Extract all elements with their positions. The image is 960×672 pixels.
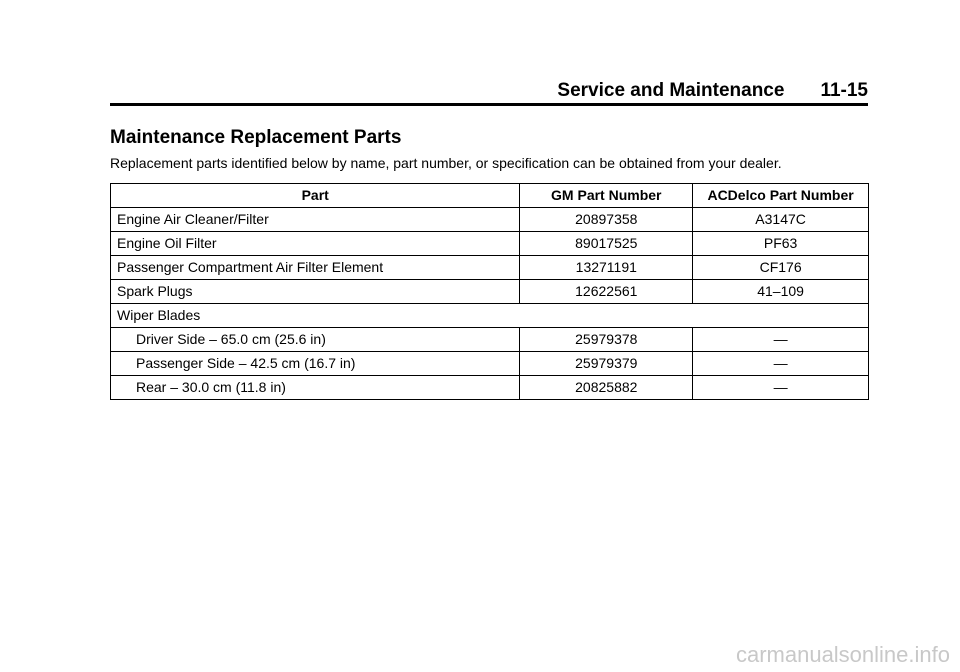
page-title: Maintenance Replacement Parts [110,127,402,148]
table-row [111,376,869,400]
watermark-text: carmanualsonline.info [735,642,950,667]
column-header-part: Part [111,184,520,208]
part-name: Spark Plugs [111,280,520,304]
gm-part-number: 89017525 [520,232,693,256]
column-header-acdelco-part-number: ACDelco Part Number [693,184,869,208]
header-rule [110,103,868,106]
part-name: Rear – 30.0 cm (11.8 in) [111,376,520,400]
table-row [111,280,869,304]
gm-part-number: 20897358 [520,208,693,232]
page-number: 11-15 [820,80,868,101]
table-row [111,208,869,232]
column-header-gm-part-number: GM Part Number [520,184,693,208]
table-group-row [111,304,869,328]
gm-part-number: 20825882 [520,376,693,400]
part-name: Driver Side – 65.0 cm (25.6 in) [111,328,520,352]
gm-part-number: 25979378 [520,328,693,352]
table-row [111,352,869,376]
part-name: Passenger Compartment Air Filter Element [111,256,520,280]
intro-text: Replacement parts identified below by name, part number, or specification can be obtained from your dealer. [110,155,782,171]
acdelco-part-number: A3147C [693,208,869,232]
part-name: Engine Air Cleaner/Filter [111,208,520,232]
parts-table [110,183,869,400]
table-header-row [111,184,869,208]
section-title: Service and Maintenance [557,80,785,101]
acdelco-part-number: PF63 [693,232,869,256]
gm-part-number: 12622561 [520,280,693,304]
acdelco-part-number: — [693,376,869,400]
table-row [111,256,869,280]
page-header [110,80,868,102]
table-row [111,232,869,256]
acdelco-part-number: — [693,328,869,352]
part-name: Engine Oil Filter [111,232,520,256]
table-row [111,328,869,352]
acdelco-part-number: CF176 [693,256,869,280]
acdelco-part-number: 41–109 [693,280,869,304]
part-group-name: Wiper Blades [111,304,869,328]
acdelco-part-number: — [693,352,869,376]
gm-part-number: 25979379 [520,352,693,376]
gm-part-number: 13271191 [520,256,693,280]
part-name: Passenger Side – 42.5 cm (16.7 in) [111,352,520,376]
